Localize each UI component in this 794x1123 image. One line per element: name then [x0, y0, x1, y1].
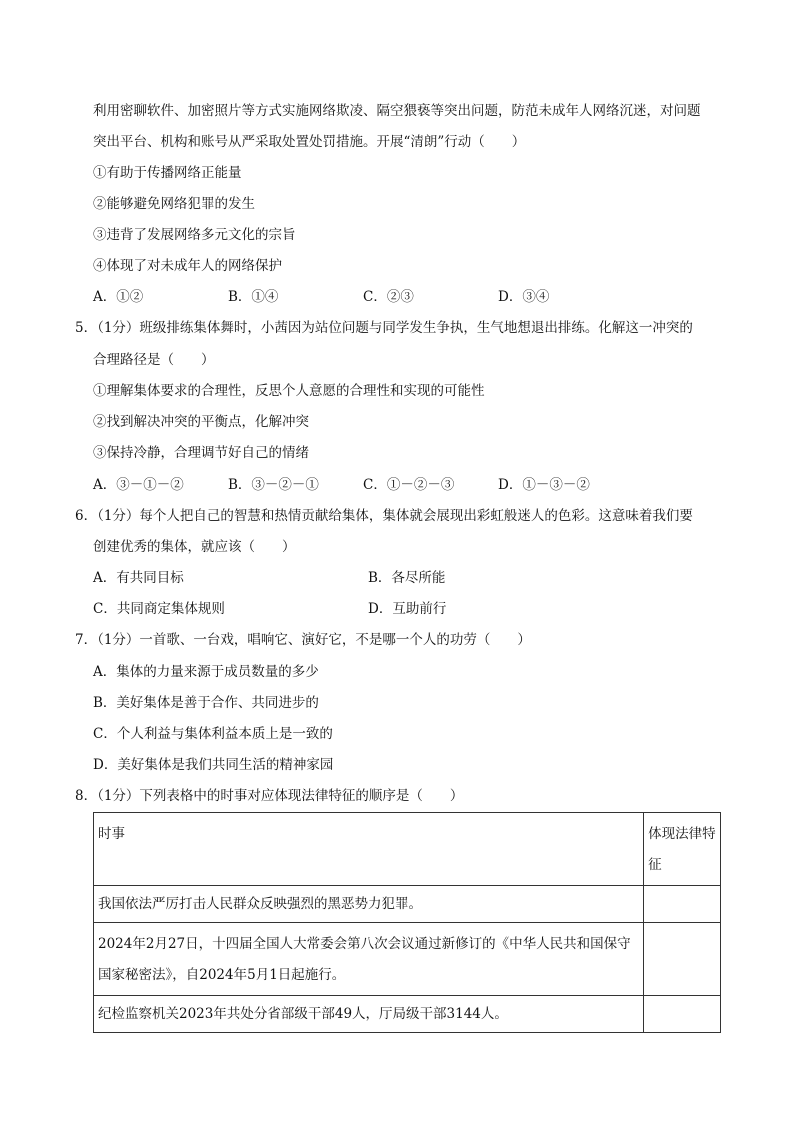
table-header-row	[94, 813, 721, 886]
q5-stem-line1: 5．（1分）班级排练集体舞时，小茜因为站位问题与同学发生争执，生气地想退出排练。化解这一冲突的	[75, 320, 693, 336]
q4-option-d[interactable]: D．③④	[498, 289, 550, 305]
q4-item-4: ④体现了对未成年人的网络保护	[93, 258, 282, 274]
q4-stem-line1: 利用密聊软件、加密照片等方式实施网络欺凌、隔空猥亵等突出问题，防范未成年人网络沉迷，对问题	[93, 103, 701, 119]
q5-item-3: ③保持冷静，合理调节好自己的情绪	[93, 445, 309, 461]
q4-options	[93, 287, 633, 307]
q7-option-c[interactable]: C．个人利益与集体利益本质上是一致的	[93, 726, 333, 742]
q7-option-a[interactable]: A．集体的力量来源于成员数量的多少	[93, 664, 319, 680]
table-row	[94, 923, 721, 996]
q7-option-d[interactable]: D．美好集体是我们共同生活的精神家园	[93, 757, 334, 773]
q7-stem-line1: 7．（1分）一首歌、一台戏，唱响它、演好它，不是哪一个人的功劳（ ）	[75, 632, 531, 648]
q4-item-3: ③违背了发展网络多元文化的宗旨	[93, 227, 296, 243]
table-cell-event: 我国依法严厉打击人民群众反映强烈的黑恶势力犯罪。	[94, 886, 644, 923]
q5-option-b[interactable]: B．③－②－①	[228, 477, 319, 493]
table-cell-event: 纪检监察机关2023年共处分省部级干部49人，厅局级干部3144人。	[94, 996, 644, 1033]
q4-item-2: ②能够避免网络犯罪的发生	[93, 196, 255, 212]
q8-stem-line1: 8．（1分）下列表格中的时事对应体现法律特征的顺序是（ ）	[75, 788, 464, 804]
q4-item-1: ①有助于传播网络正能量	[93, 165, 242, 181]
table-header-feature: 体现法律特征	[644, 813, 721, 886]
table-cell-feature[interactable]	[644, 886, 721, 923]
q6-option-c[interactable]: C．共同商定集体规则	[93, 601, 225, 617]
q6-options-row2	[93, 599, 643, 619]
q5-item-2: ②找到解决冲突的平衡点，化解冲突	[93, 414, 309, 430]
q6-option-b[interactable]: B．各尽所能	[368, 570, 446, 586]
q4-stem-line2: 突出平台、机构和账号从严采取处置处罚措施。开展“清朗”行动（ ）	[93, 134, 526, 150]
table-header-event: 时事	[94, 813, 644, 886]
q5-option-c[interactable]: C．①－②－③	[363, 477, 455, 493]
q5-stem-line2: 合理路径是（ ）	[93, 352, 215, 368]
table-row	[94, 886, 721, 923]
table-cell-feature[interactable]	[644, 923, 721, 996]
q6-option-d[interactable]: D．互助前行	[368, 601, 447, 617]
q5-option-d[interactable]: D．①－③－②	[498, 477, 590, 493]
q6-options-row1	[93, 568, 643, 588]
q6-stem-line1: 6．（1分）每个人把自己的智慧和热情贡献给集体，集体就会展现出彩虹般迷人的色彩。这意味着我们要	[75, 508, 693, 524]
q5-options	[93, 475, 633, 495]
q5-option-a[interactable]: A．③－①－②	[93, 477, 184, 493]
q4-option-c[interactable]: C．②③	[363, 289, 414, 305]
q4-option-b[interactable]: B．①④	[228, 289, 279, 305]
q6-option-a[interactable]: A．有共同目标	[93, 570, 184, 586]
q5-item-1: ①理解集体要求的合理性，反思个人意愿的合理性和实现的可能性	[93, 383, 485, 399]
q8-events-table	[93, 812, 721, 1033]
q6-stem-line2: 创建优秀的集体，就应该（ ）	[93, 539, 296, 555]
table-row	[94, 996, 721, 1033]
table-cell-feature[interactable]	[644, 996, 721, 1033]
table-cell-event: 2024年2月27日，十四届全国人大常委会第八次会议通过新修订的《中华人民共和国保守国家秘密法》，自2024年5月1日起施行。	[94, 923, 644, 996]
q4-option-a[interactable]: A．①②	[93, 289, 144, 305]
q7-option-b[interactable]: B．美好集体是善于合作、共同进步的	[93, 695, 319, 711]
